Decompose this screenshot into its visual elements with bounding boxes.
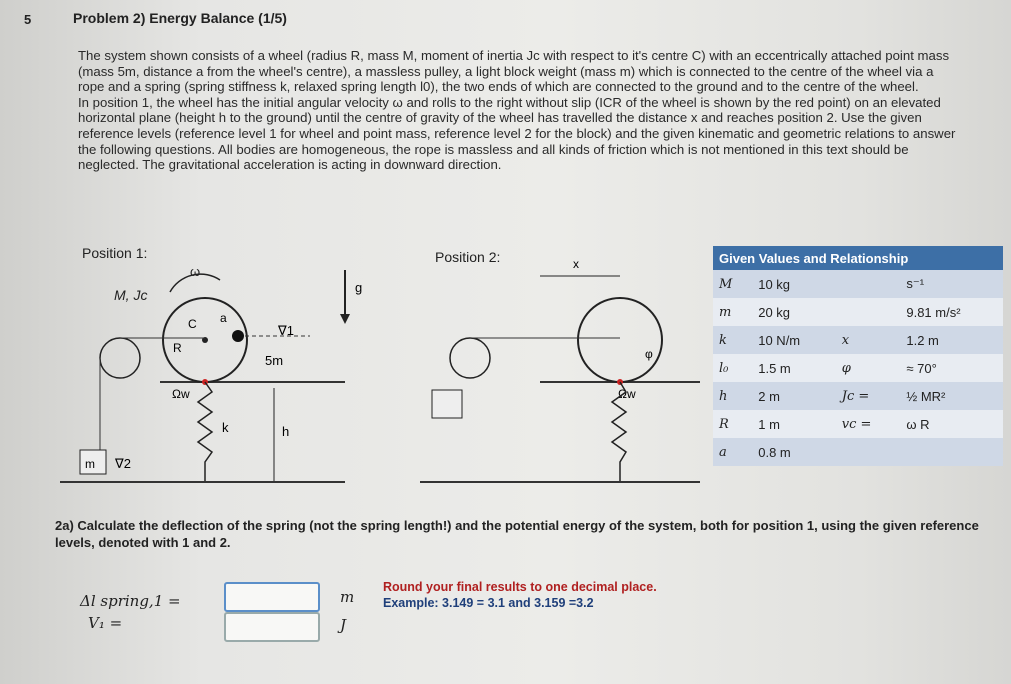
given-value: ≈ 70° [900,354,1003,382]
given-row [713,298,1003,326]
c-label: C [188,317,197,331]
omega-w-label-2: Ωw [618,387,636,401]
given-value: 0.8 m [752,438,836,466]
given-value: ω R [900,410,1003,438]
given-value: 9.81 m/s² [900,298,1003,326]
description-paragraph-1: The system shown consists of a wheel (radius R, mass M, moment of inertia Jc with respect to it's centre C) with an eccentrically attached point mass (mass 5m, distance a from the wheel's centre), a massless pulley, a light block weight (mass m) which is connected to the centre of the wheel via a rope and a spring (spring stiffness k, relaxed spring length l0), the two ends of which are connected to the ground and to the centre of the wheel. [78,48,950,95]
given-symbol: l₀ [713,354,752,382]
spring-1 [198,382,212,482]
given-symbol: k [713,326,752,354]
h-label: h [282,424,290,439]
pulley-1 [100,338,140,378]
given-value: s⁻¹ [900,270,1003,298]
rounding-note-line1: Round your final results to one decimal place. [383,580,657,594]
given-row [713,354,1003,382]
potential-energy-label: V₁ = [88,614,123,632]
g-label: g [355,280,363,295]
given-symbol: φ [836,354,901,382]
given-value: 20 kg [752,298,836,326]
ref1-label: ∇1 [278,323,294,338]
given-table-header: Given Values and Relationship [713,246,1003,270]
description-paragraph-2: In position 1, the wheel has the initial angular velocity ω and rolls to the right without slip (ICR of the wheel is shown by the red point) on an elevated horizontal plane (height h to the ground) until the centre of gravity of the wheel has travelled the distance x and reaches position 2. Use the given reference levels (reference level 1 for wheel and point mass, reference level 2 for the block) and the given kinematic and geometric relations to answer the following questions. All bodies are homogeneous, the rope is massless and all kinds of friction which is not mentioned in this text should be neglected. The gravitational acceleration is acting in downward direction. [78,94,956,173]
block-label: m [85,457,95,471]
given-row [713,270,1003,298]
omega-label: ω [190,264,201,279]
x-label: x [573,257,579,271]
k-label: k [222,420,229,435]
given-value: 1.5 m [752,354,836,382]
omega-w-label-1: Ωw [172,387,190,401]
deflection-input[interactable] [224,582,320,612]
given-symbol: R [713,410,752,438]
given-symbol: x [836,326,901,354]
given-symbol [836,438,901,466]
wheel-2 [578,298,662,382]
ref2-label: ∇2 [115,456,131,471]
wheel-mass-label: M, Jc [114,287,148,303]
given-values-table [713,246,1003,466]
given-value [900,438,1003,466]
problem-title: Problem 2) Energy Balance (1/5) [73,10,287,26]
question-2a: 2a) Calculate the deflection of the spring (not the spring length!) and the potential energy of the system, both for position 1, using the given reference levels, denoted with 1 and 2. [55,518,979,550]
given-symbol [836,270,901,298]
given-value: 10 kg [752,270,836,298]
given-row [713,382,1003,410]
point-mass-1 [232,330,244,342]
given-symbol: Jc = [836,382,901,410]
given-symbol: M [713,270,752,298]
given-value: ½ MR² [900,382,1003,410]
given-row [713,326,1003,354]
position2-label: Position 2: [435,249,501,265]
given-symbol: h [713,382,752,410]
system-diagram [60,240,710,500]
problem-description [78,48,958,173]
position1-label: Position 1: [82,245,148,261]
given-value: 10 N/m [752,326,836,354]
given-value: 1 m [752,410,836,438]
given-symbol [836,298,901,326]
given-row [713,438,1003,466]
given-row [713,410,1003,438]
rounding-note [383,579,657,611]
phi-label: φ [645,347,653,361]
rounding-note-line2: Example: 3.149 = 3.1 and 3.159 =3.2 [383,596,594,610]
given-symbol: m [713,298,752,326]
given-value: 2 m [752,382,836,410]
question-number: 5 [24,12,32,27]
deflection-label: Δl spring,1 = [80,592,181,610]
block-2 [432,390,462,418]
r-label: R [173,341,182,355]
deflection-unit: m [340,588,355,606]
given-symbol: vc = [836,410,901,438]
given-value: 1.2 m [900,326,1003,354]
a-label: a [220,311,227,325]
potential-energy-unit: J [340,616,347,634]
gravity-arrow-head [340,314,350,324]
potential-energy-input[interactable] [224,612,320,642]
pulley-2 [450,338,490,378]
point-mass-label: 5m [265,353,284,368]
given-symbol: a [713,438,752,466]
